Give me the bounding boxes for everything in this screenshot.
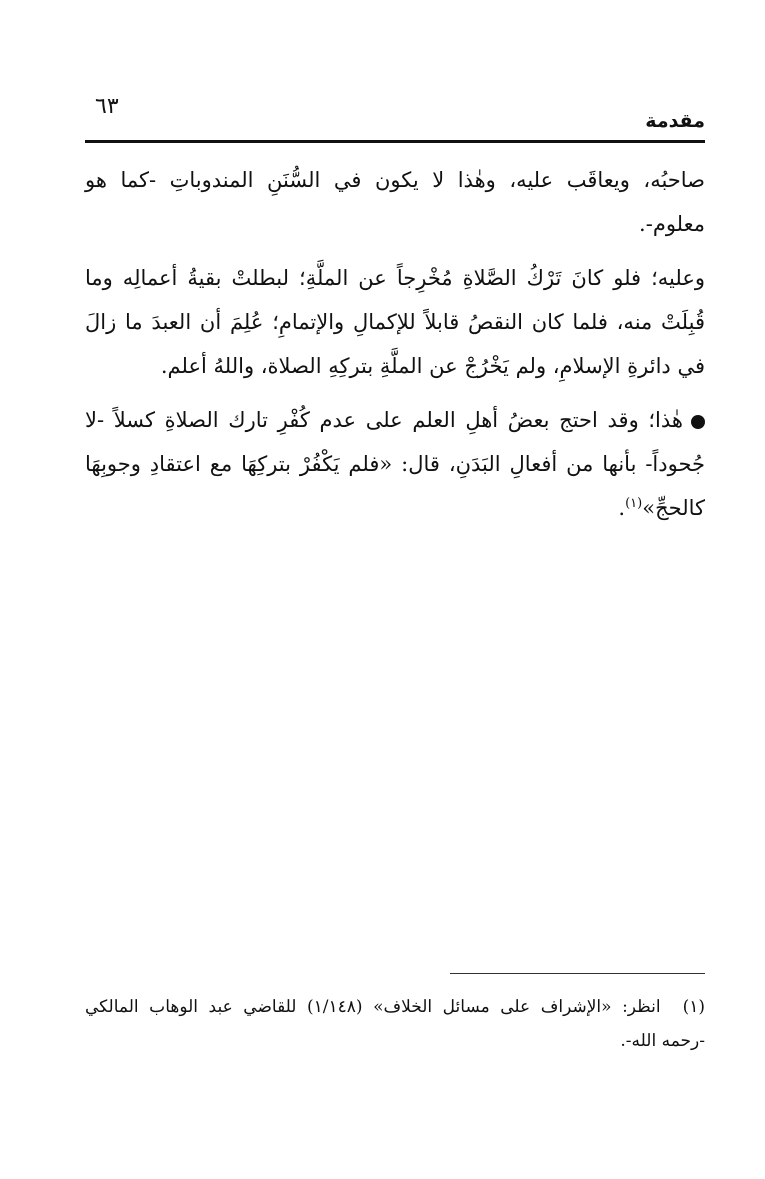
footnote-text: انظر: «الإشراف على مسائل الخلاف» (١/١٤٨) للقاضي عبد الوهاب المالكي -رحمه الله-.	[85, 997, 705, 1051]
paragraph-1: صاحبُه، ويعاقَب عليه، وهٰذا لا يكون في السُّنَنِ المندوباتِ -كما هو معلوم-.	[85, 168, 705, 236]
chapter-title: مقدمة	[645, 110, 705, 132]
footnotes	[85, 990, 705, 1058]
footnote-number: (١)	[682, 997, 705, 1017]
footnote-item	[85, 990, 705, 1058]
paragraph-3	[85, 398, 705, 530]
footnote-reference[interactable]: (١)	[625, 496, 643, 511]
footnote-divider	[450, 973, 705, 974]
page-header	[85, 78, 705, 138]
page-number: ٦٣	[95, 94, 119, 119]
header-rule	[85, 140, 705, 143]
bullet-icon	[691, 415, 705, 429]
paragraph-3-end: .	[618, 496, 626, 520]
paragraph-3-text: هٰذا؛ وقد احتج بعضُ أهلِ العلم على عدم كُفْرِ تارك الصلاةِ كسلاً -لا جُحوداً- بأنها من أفعالِ البَدَنِ، قال: «فلم يَكْفُرْ بتركِهَا مع اعتقادِ وجوبِهَا كالحجِّ»	[85, 408, 705, 520]
main-text	[85, 158, 705, 540]
paragraph-2: وعليه؛ فلو كانَ تَرْكُ الصَّلاةِ مُخْرِجاً عن الملَّةِ؛ لبطلتْ بقيةُ أعمالِه وما قُبِلَتْ منه، فلما كان النقصُ قابلاً للإكمالِ والإتمامِ؛ عُلِمَ أن العبدَ ما زالَ في دائرةِ الإسلامِ، ولم يَخْرُجْ عن الملَّةِ بتركِهِ الصلاة، واللهُ أعلم.	[85, 266, 705, 378]
